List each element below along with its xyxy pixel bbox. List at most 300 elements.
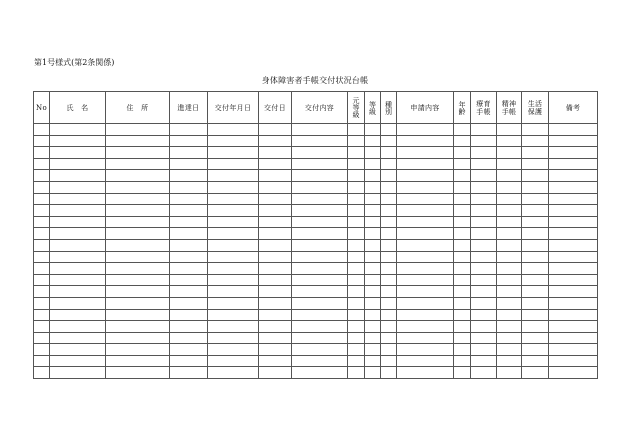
cell-age[interactable] bbox=[454, 228, 471, 240]
cell-age[interactable] bbox=[454, 274, 471, 286]
cell-issue_month[interactable] bbox=[208, 147, 259, 159]
cell-remarks[interactable] bbox=[549, 158, 598, 170]
cell-issue_content[interactable] bbox=[292, 147, 348, 159]
cell-seishin[interactable] bbox=[497, 193, 522, 205]
cell-ryoiku[interactable] bbox=[471, 158, 497, 170]
cell-seishin[interactable] bbox=[497, 147, 522, 159]
cell-no[interactable] bbox=[34, 239, 50, 251]
cell-type[interactable] bbox=[381, 147, 397, 159]
cell-address[interactable] bbox=[106, 355, 170, 367]
cell-issue_month[interactable] bbox=[208, 263, 259, 275]
cell-issue_content[interactable] bbox=[292, 274, 348, 286]
cell-application[interactable] bbox=[397, 205, 454, 217]
cell-seishin[interactable] bbox=[497, 239, 522, 251]
cell-application[interactable] bbox=[397, 251, 454, 263]
cell-type[interactable] bbox=[381, 332, 397, 344]
cell-grade[interactable] bbox=[365, 321, 381, 333]
cell-progress_date[interactable] bbox=[170, 344, 208, 356]
cell-remarks[interactable] bbox=[549, 135, 598, 147]
cell-remarks[interactable] bbox=[549, 332, 598, 344]
cell-issue_month[interactable] bbox=[208, 228, 259, 240]
cell-original_grade[interactable] bbox=[348, 216, 365, 228]
cell-name[interactable] bbox=[50, 274, 106, 286]
cell-ryoiku[interactable] bbox=[471, 286, 497, 298]
cell-issue_date[interactable] bbox=[259, 181, 292, 193]
cell-seikatsu[interactable] bbox=[522, 205, 549, 217]
cell-type[interactable] bbox=[381, 170, 397, 182]
cell-original_grade[interactable] bbox=[348, 135, 365, 147]
cell-remarks[interactable] bbox=[549, 216, 598, 228]
cell-issue_content[interactable] bbox=[292, 158, 348, 170]
cell-name[interactable] bbox=[50, 251, 106, 263]
cell-issue_date[interactable] bbox=[259, 170, 292, 182]
cell-application[interactable] bbox=[397, 216, 454, 228]
cell-progress_date[interactable] bbox=[170, 309, 208, 321]
cell-application[interactable] bbox=[397, 274, 454, 286]
cell-progress_date[interactable] bbox=[170, 135, 208, 147]
cell-issue_date[interactable] bbox=[259, 286, 292, 298]
cell-original_grade[interactable] bbox=[348, 181, 365, 193]
cell-progress_date[interactable] bbox=[170, 147, 208, 159]
cell-no[interactable] bbox=[34, 344, 50, 356]
cell-name[interactable] bbox=[50, 158, 106, 170]
cell-issue_date[interactable] bbox=[259, 332, 292, 344]
cell-age[interactable] bbox=[454, 263, 471, 275]
cell-grade[interactable] bbox=[365, 135, 381, 147]
cell-name[interactable] bbox=[50, 321, 106, 333]
cell-seishin[interactable] bbox=[497, 367, 522, 379]
cell-issue_date[interactable] bbox=[259, 124, 292, 136]
cell-no[interactable] bbox=[34, 251, 50, 263]
cell-address[interactable] bbox=[106, 251, 170, 263]
cell-age[interactable] bbox=[454, 193, 471, 205]
cell-seishin[interactable] bbox=[497, 251, 522, 263]
cell-type[interactable] bbox=[381, 181, 397, 193]
cell-original_grade[interactable] bbox=[348, 251, 365, 263]
cell-type[interactable] bbox=[381, 205, 397, 217]
cell-type[interactable] bbox=[381, 251, 397, 263]
cell-no[interactable] bbox=[34, 216, 50, 228]
cell-application[interactable] bbox=[397, 263, 454, 275]
cell-name[interactable] bbox=[50, 297, 106, 309]
cell-issue_content[interactable] bbox=[292, 228, 348, 240]
cell-seishin[interactable] bbox=[497, 355, 522, 367]
cell-application[interactable] bbox=[397, 355, 454, 367]
cell-issue_content[interactable] bbox=[292, 239, 348, 251]
cell-seishin[interactable] bbox=[497, 297, 522, 309]
cell-ryoiku[interactable] bbox=[471, 355, 497, 367]
cell-progress_date[interactable] bbox=[170, 170, 208, 182]
cell-age[interactable] bbox=[454, 181, 471, 193]
cell-name[interactable] bbox=[50, 309, 106, 321]
cell-progress_date[interactable] bbox=[170, 181, 208, 193]
cell-issue_date[interactable] bbox=[259, 321, 292, 333]
cell-grade[interactable] bbox=[365, 263, 381, 275]
cell-grade[interactable] bbox=[365, 332, 381, 344]
cell-no[interactable] bbox=[34, 367, 50, 379]
cell-ryoiku[interactable] bbox=[471, 367, 497, 379]
cell-seikatsu[interactable] bbox=[522, 158, 549, 170]
cell-seishin[interactable] bbox=[497, 286, 522, 298]
cell-issue_content[interactable] bbox=[292, 181, 348, 193]
cell-name[interactable] bbox=[50, 216, 106, 228]
cell-seishin[interactable] bbox=[497, 170, 522, 182]
cell-application[interactable] bbox=[397, 297, 454, 309]
cell-original_grade[interactable] bbox=[348, 309, 365, 321]
cell-seikatsu[interactable] bbox=[522, 309, 549, 321]
cell-type[interactable] bbox=[381, 355, 397, 367]
cell-age[interactable] bbox=[454, 251, 471, 263]
cell-type[interactable] bbox=[381, 321, 397, 333]
cell-issue_content[interactable] bbox=[292, 297, 348, 309]
cell-type[interactable] bbox=[381, 344, 397, 356]
cell-seikatsu[interactable] bbox=[522, 297, 549, 309]
cell-grade[interactable] bbox=[365, 355, 381, 367]
cell-type[interactable] bbox=[381, 239, 397, 251]
cell-grade[interactable] bbox=[365, 344, 381, 356]
cell-original_grade[interactable] bbox=[348, 193, 365, 205]
cell-address[interactable] bbox=[106, 228, 170, 240]
cell-age[interactable] bbox=[454, 147, 471, 159]
cell-seikatsu[interactable] bbox=[522, 332, 549, 344]
cell-issue_date[interactable] bbox=[259, 193, 292, 205]
cell-grade[interactable] bbox=[365, 228, 381, 240]
cell-seikatsu[interactable] bbox=[522, 228, 549, 240]
cell-ryoiku[interactable] bbox=[471, 135, 497, 147]
cell-application[interactable] bbox=[397, 344, 454, 356]
cell-no[interactable] bbox=[34, 124, 50, 136]
cell-original_grade[interactable] bbox=[348, 321, 365, 333]
cell-age[interactable] bbox=[454, 309, 471, 321]
cell-original_grade[interactable] bbox=[348, 158, 365, 170]
cell-original_grade[interactable] bbox=[348, 263, 365, 275]
cell-progress_date[interactable] bbox=[170, 321, 208, 333]
cell-age[interactable] bbox=[454, 367, 471, 379]
cell-ryoiku[interactable] bbox=[471, 216, 497, 228]
cell-address[interactable] bbox=[106, 135, 170, 147]
cell-issue_date[interactable] bbox=[259, 216, 292, 228]
cell-type[interactable] bbox=[381, 228, 397, 240]
cell-issue_date[interactable] bbox=[259, 205, 292, 217]
cell-address[interactable] bbox=[106, 181, 170, 193]
cell-original_grade[interactable] bbox=[348, 355, 365, 367]
cell-no[interactable] bbox=[34, 181, 50, 193]
cell-seishin[interactable] bbox=[497, 135, 522, 147]
cell-issue_month[interactable] bbox=[208, 274, 259, 286]
cell-issue_content[interactable] bbox=[292, 135, 348, 147]
cell-progress_date[interactable] bbox=[170, 263, 208, 275]
cell-issue_month[interactable] bbox=[208, 355, 259, 367]
cell-type[interactable] bbox=[381, 193, 397, 205]
cell-issue_month[interactable] bbox=[208, 251, 259, 263]
cell-address[interactable] bbox=[106, 216, 170, 228]
cell-issue_month[interactable] bbox=[208, 193, 259, 205]
cell-grade[interactable] bbox=[365, 181, 381, 193]
cell-issue_content[interactable] bbox=[292, 286, 348, 298]
cell-progress_date[interactable] bbox=[170, 193, 208, 205]
cell-issue_content[interactable] bbox=[292, 309, 348, 321]
cell-issue_date[interactable] bbox=[259, 274, 292, 286]
cell-issue_content[interactable] bbox=[292, 170, 348, 182]
cell-seikatsu[interactable] bbox=[522, 251, 549, 263]
cell-grade[interactable] bbox=[365, 124, 381, 136]
cell-remarks[interactable] bbox=[549, 309, 598, 321]
cell-ryoiku[interactable] bbox=[471, 251, 497, 263]
cell-issue_month[interactable] bbox=[208, 344, 259, 356]
cell-grade[interactable] bbox=[365, 274, 381, 286]
cell-issue_content[interactable] bbox=[292, 251, 348, 263]
cell-type[interactable] bbox=[381, 367, 397, 379]
cell-remarks[interactable] bbox=[549, 170, 598, 182]
cell-type[interactable] bbox=[381, 297, 397, 309]
cell-seishin[interactable] bbox=[497, 124, 522, 136]
cell-address[interactable] bbox=[106, 263, 170, 275]
cell-type[interactable] bbox=[381, 124, 397, 136]
cell-application[interactable] bbox=[397, 193, 454, 205]
cell-address[interactable] bbox=[106, 321, 170, 333]
cell-no[interactable] bbox=[34, 286, 50, 298]
cell-seikatsu[interactable] bbox=[522, 181, 549, 193]
cell-issue_content[interactable] bbox=[292, 205, 348, 217]
cell-age[interactable] bbox=[454, 344, 471, 356]
cell-seishin[interactable] bbox=[497, 228, 522, 240]
cell-issue_date[interactable] bbox=[259, 239, 292, 251]
cell-ryoiku[interactable] bbox=[471, 170, 497, 182]
cell-ryoiku[interactable] bbox=[471, 274, 497, 286]
cell-issue_date[interactable] bbox=[259, 297, 292, 309]
cell-address[interactable] bbox=[106, 297, 170, 309]
cell-original_grade[interactable] bbox=[348, 124, 365, 136]
cell-ryoiku[interactable] bbox=[471, 239, 497, 251]
cell-issue_date[interactable] bbox=[259, 228, 292, 240]
cell-address[interactable] bbox=[106, 193, 170, 205]
cell-issue_date[interactable] bbox=[259, 367, 292, 379]
cell-original_grade[interactable] bbox=[348, 332, 365, 344]
cell-age[interactable] bbox=[454, 286, 471, 298]
cell-remarks[interactable] bbox=[549, 286, 598, 298]
cell-address[interactable] bbox=[106, 205, 170, 217]
cell-seishin[interactable] bbox=[497, 344, 522, 356]
cell-grade[interactable] bbox=[365, 147, 381, 159]
cell-remarks[interactable] bbox=[549, 205, 598, 217]
cell-no[interactable] bbox=[34, 355, 50, 367]
cell-progress_date[interactable] bbox=[170, 239, 208, 251]
cell-seishin[interactable] bbox=[497, 181, 522, 193]
cell-issue_content[interactable] bbox=[292, 263, 348, 275]
cell-address[interactable] bbox=[106, 332, 170, 344]
cell-issue_month[interactable] bbox=[208, 158, 259, 170]
cell-name[interactable] bbox=[50, 355, 106, 367]
cell-name[interactable] bbox=[50, 367, 106, 379]
cell-issue_month[interactable] bbox=[208, 124, 259, 136]
cell-no[interactable] bbox=[34, 170, 50, 182]
cell-grade[interactable] bbox=[365, 170, 381, 182]
cell-name[interactable] bbox=[50, 205, 106, 217]
cell-remarks[interactable] bbox=[549, 124, 598, 136]
cell-remarks[interactable] bbox=[549, 181, 598, 193]
cell-original_grade[interactable] bbox=[348, 286, 365, 298]
cell-original_grade[interactable] bbox=[348, 344, 365, 356]
cell-ryoiku[interactable] bbox=[471, 228, 497, 240]
cell-address[interactable] bbox=[106, 124, 170, 136]
cell-no[interactable] bbox=[34, 193, 50, 205]
cell-type[interactable] bbox=[381, 274, 397, 286]
cell-seikatsu[interactable] bbox=[522, 274, 549, 286]
cell-address[interactable] bbox=[106, 367, 170, 379]
cell-progress_date[interactable] bbox=[170, 124, 208, 136]
cell-seishin[interactable] bbox=[497, 205, 522, 217]
cell-original_grade[interactable] bbox=[348, 239, 365, 251]
cell-progress_date[interactable] bbox=[170, 286, 208, 298]
cell-seikatsu[interactable] bbox=[522, 367, 549, 379]
cell-remarks[interactable] bbox=[549, 297, 598, 309]
cell-progress_date[interactable] bbox=[170, 158, 208, 170]
cell-type[interactable] bbox=[381, 158, 397, 170]
cell-original_grade[interactable] bbox=[348, 170, 365, 182]
cell-address[interactable] bbox=[106, 274, 170, 286]
cell-grade[interactable] bbox=[365, 367, 381, 379]
cell-address[interactable] bbox=[106, 170, 170, 182]
cell-type[interactable] bbox=[381, 135, 397, 147]
cell-remarks[interactable] bbox=[549, 263, 598, 275]
cell-age[interactable] bbox=[454, 170, 471, 182]
cell-issue_month[interactable] bbox=[208, 332, 259, 344]
cell-age[interactable] bbox=[454, 135, 471, 147]
cell-ryoiku[interactable] bbox=[471, 332, 497, 344]
cell-seikatsu[interactable] bbox=[522, 286, 549, 298]
cell-original_grade[interactable] bbox=[348, 205, 365, 217]
cell-type[interactable] bbox=[381, 309, 397, 321]
cell-remarks[interactable] bbox=[549, 251, 598, 263]
cell-issue_date[interactable] bbox=[259, 147, 292, 159]
cell-progress_date[interactable] bbox=[170, 216, 208, 228]
cell-no[interactable] bbox=[34, 263, 50, 275]
cell-issue_content[interactable] bbox=[292, 216, 348, 228]
cell-issue_content[interactable] bbox=[292, 124, 348, 136]
cell-ryoiku[interactable] bbox=[471, 297, 497, 309]
cell-seishin[interactable] bbox=[497, 274, 522, 286]
cell-issue_content[interactable] bbox=[292, 367, 348, 379]
cell-type[interactable] bbox=[381, 216, 397, 228]
cell-no[interactable] bbox=[34, 297, 50, 309]
cell-ryoiku[interactable] bbox=[471, 147, 497, 159]
cell-ryoiku[interactable] bbox=[471, 263, 497, 275]
cell-issue_date[interactable] bbox=[259, 344, 292, 356]
cell-remarks[interactable] bbox=[549, 344, 598, 356]
cell-remarks[interactable] bbox=[549, 274, 598, 286]
cell-seishin[interactable] bbox=[497, 158, 522, 170]
cell-name[interactable] bbox=[50, 193, 106, 205]
cell-ryoiku[interactable] bbox=[471, 309, 497, 321]
cell-seishin[interactable] bbox=[497, 309, 522, 321]
cell-seikatsu[interactable] bbox=[522, 321, 549, 333]
cell-ryoiku[interactable] bbox=[471, 205, 497, 217]
cell-name[interactable] bbox=[50, 135, 106, 147]
cell-address[interactable] bbox=[106, 147, 170, 159]
cell-no[interactable] bbox=[34, 135, 50, 147]
cell-issue_month[interactable] bbox=[208, 135, 259, 147]
cell-name[interactable] bbox=[50, 124, 106, 136]
cell-issue_date[interactable] bbox=[259, 309, 292, 321]
cell-issue_month[interactable] bbox=[208, 216, 259, 228]
cell-grade[interactable] bbox=[365, 297, 381, 309]
cell-application[interactable] bbox=[397, 309, 454, 321]
cell-issue_content[interactable] bbox=[292, 193, 348, 205]
cell-no[interactable] bbox=[34, 147, 50, 159]
cell-name[interactable] bbox=[50, 239, 106, 251]
cell-seikatsu[interactable] bbox=[522, 344, 549, 356]
cell-application[interactable] bbox=[397, 181, 454, 193]
cell-grade[interactable] bbox=[365, 239, 381, 251]
cell-no[interactable] bbox=[34, 205, 50, 217]
cell-age[interactable] bbox=[454, 297, 471, 309]
cell-issue_month[interactable] bbox=[208, 239, 259, 251]
cell-issue_month[interactable] bbox=[208, 286, 259, 298]
cell-issue_month[interactable] bbox=[208, 205, 259, 217]
cell-name[interactable] bbox=[50, 170, 106, 182]
cell-progress_date[interactable] bbox=[170, 367, 208, 379]
cell-issue_month[interactable] bbox=[208, 181, 259, 193]
cell-application[interactable] bbox=[397, 158, 454, 170]
cell-remarks[interactable] bbox=[549, 367, 598, 379]
cell-grade[interactable] bbox=[365, 286, 381, 298]
cell-age[interactable] bbox=[454, 332, 471, 344]
cell-issue_month[interactable] bbox=[208, 170, 259, 182]
cell-grade[interactable] bbox=[365, 309, 381, 321]
cell-name[interactable] bbox=[50, 263, 106, 275]
cell-no[interactable] bbox=[34, 309, 50, 321]
cell-issue_month[interactable] bbox=[208, 367, 259, 379]
cell-address[interactable] bbox=[106, 239, 170, 251]
cell-grade[interactable] bbox=[365, 193, 381, 205]
cell-remarks[interactable] bbox=[549, 228, 598, 240]
cell-seikatsu[interactable] bbox=[522, 193, 549, 205]
cell-name[interactable] bbox=[50, 228, 106, 240]
cell-grade[interactable] bbox=[365, 216, 381, 228]
cell-ryoiku[interactable] bbox=[471, 193, 497, 205]
cell-grade[interactable] bbox=[365, 205, 381, 217]
cell-age[interactable] bbox=[454, 355, 471, 367]
cell-type[interactable] bbox=[381, 286, 397, 298]
cell-application[interactable] bbox=[397, 135, 454, 147]
cell-seishin[interactable] bbox=[497, 263, 522, 275]
cell-application[interactable] bbox=[397, 239, 454, 251]
cell-issue_month[interactable] bbox=[208, 321, 259, 333]
cell-progress_date[interactable] bbox=[170, 332, 208, 344]
cell-name[interactable] bbox=[50, 181, 106, 193]
cell-application[interactable] bbox=[397, 286, 454, 298]
cell-age[interactable] bbox=[454, 216, 471, 228]
cell-no[interactable] bbox=[34, 158, 50, 170]
cell-seikatsu[interactable] bbox=[522, 355, 549, 367]
cell-progress_date[interactable] bbox=[170, 297, 208, 309]
cell-ryoiku[interactable] bbox=[471, 181, 497, 193]
cell-issue_month[interactable] bbox=[208, 297, 259, 309]
cell-issue_date[interactable] bbox=[259, 355, 292, 367]
cell-application[interactable] bbox=[397, 367, 454, 379]
cell-seikatsu[interactable] bbox=[522, 216, 549, 228]
cell-seikatsu[interactable] bbox=[522, 263, 549, 275]
cell-address[interactable] bbox=[106, 344, 170, 356]
cell-application[interactable] bbox=[397, 170, 454, 182]
cell-progress_date[interactable] bbox=[170, 228, 208, 240]
cell-age[interactable] bbox=[454, 205, 471, 217]
cell-progress_date[interactable] bbox=[170, 251, 208, 263]
cell-application[interactable] bbox=[397, 321, 454, 333]
cell-ryoiku[interactable] bbox=[471, 124, 497, 136]
cell-original_grade[interactable] bbox=[348, 297, 365, 309]
cell-remarks[interactable] bbox=[549, 239, 598, 251]
